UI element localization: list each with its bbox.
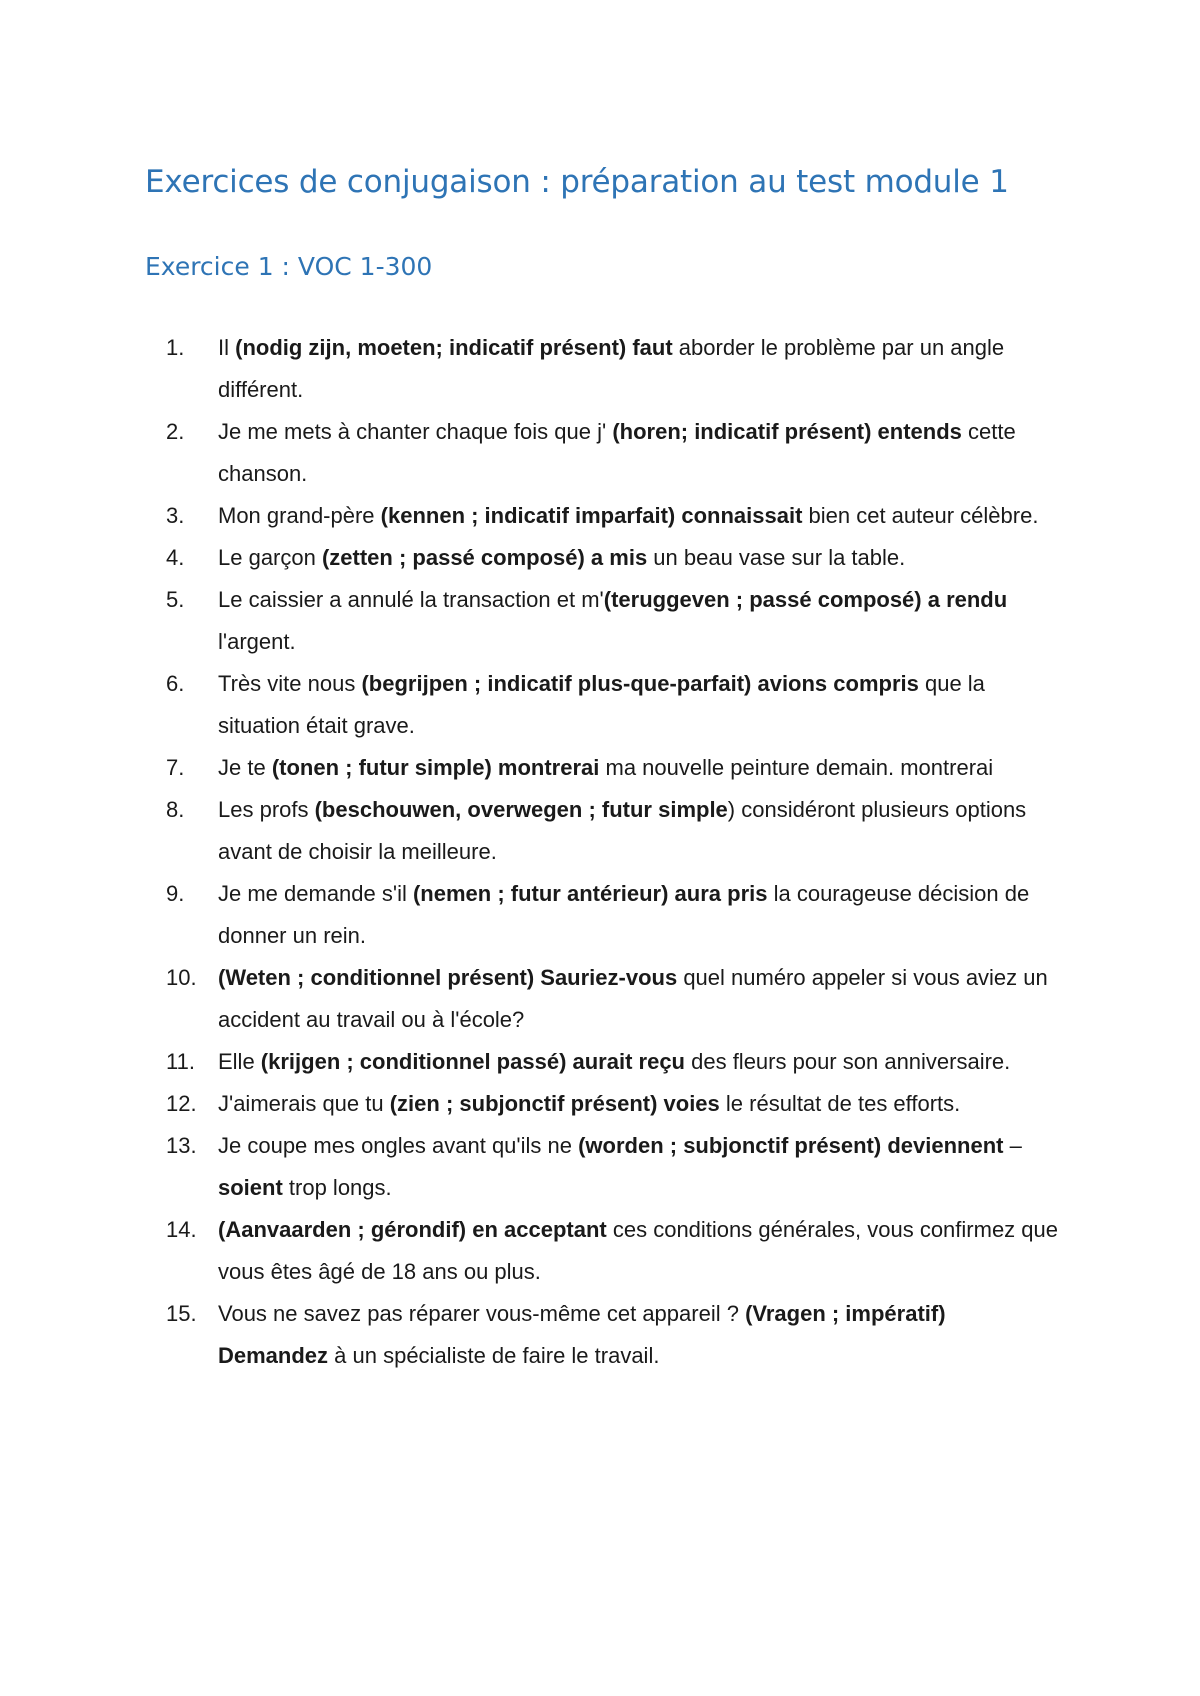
exercise-text-segment: l'argent. <box>218 629 296 654</box>
exercise-item <box>0 495 1058 537</box>
exercise-text <box>218 1125 1058 1209</box>
exercise-text <box>218 663 1058 747</box>
exercise-number: 2. <box>166 419 185 444</box>
exercise-text-segment: un beau vase sur la table. <box>647 545 906 570</box>
document-title: Exercices de conjugaison : préparation au test module 1 <box>145 164 1009 200</box>
exercise-text <box>218 873 1058 957</box>
exercise-number: 3. <box>166 503 185 528</box>
exercise-number: 15. <box>166 1301 197 1326</box>
exercise-text <box>218 495 1058 537</box>
exercise-text-segment: Vous ne savez pas réparer vous-même cet appareil ? <box>218 1301 746 1326</box>
exercise-item <box>0 1293 1058 1377</box>
exercise-item <box>0 1083 1058 1125</box>
exercise-text-segment: quel numéro appeler si vous aviez un accident au travail ou à l'école? <box>218 965 1048 1032</box>
exercise-item <box>0 579 1058 663</box>
exercise-text-segment: aborder le problème par un angle différent. <box>218 335 1005 402</box>
exercise-text-segment: des fleurs pour son anniversaire. <box>685 1049 1011 1074</box>
exercise-text <box>218 1209 1058 1293</box>
exercise-text-segment: ma nouvelle peinture demain. montrerai <box>599 755 994 780</box>
exercise-text-segment: ) considéront plusieurs options avant de choisir la meilleure. <box>218 797 1027 864</box>
exercise-text-segment: bien cet auteur célèbre. <box>802 503 1039 528</box>
exercise-number: 6. <box>166 671 185 696</box>
exercise-text <box>218 537 1058 579</box>
exercise-number: 12. <box>166 1091 197 1116</box>
exercise-text-segment: Je me demande s'il <box>218 881 413 906</box>
exercise-item <box>0 663 1058 747</box>
exercise-text <box>218 1293 1058 1377</box>
exercise-text-segment: la courageuse décision de donner un rein. <box>218 881 1030 948</box>
exercise-text-segment: à un spécialiste de faire le travail. <box>328 1343 660 1368</box>
exercise-text-segment: Elle <box>218 1049 261 1074</box>
exercise-text-segment: Les profs <box>218 797 315 822</box>
exercise-answer-bold: soient <box>218 1175 283 1200</box>
exercise-text-segment: Je coupe mes ongles avant qu'ils ne <box>218 1133 579 1158</box>
exercise-text-segment: cette chanson. <box>218 419 1016 486</box>
exercise-text-segment: Je me mets à chanter chaque fois que j' <box>218 419 613 444</box>
exercise-item <box>0 957 1058 1041</box>
exercise-answer-bold: (Aanvaarden ; gérondif) en acceptant <box>218 1217 607 1242</box>
exercise-text <box>218 1083 1058 1125</box>
exercise-number: 11. <box>166 1049 195 1074</box>
exercise-item <box>0 411 1058 495</box>
exercise-answer-bold: (horen; indicatif présent) entends <box>612 419 962 444</box>
exercise-text-segment: ces conditions générales, vous confirmez que vous êtes âgé de 18 ans ou plus. <box>218 1217 1058 1284</box>
exercise-answer-bold: (Vragen ; impératif) Demandez <box>218 1301 946 1368</box>
exercise-answer-bold: (krijgen ; conditionnel passé) aurait reçu <box>260 1049 685 1074</box>
exercise-answer-bold: (begrijpen ; indicatif plus-que-parfait) avions compris <box>361 671 919 696</box>
exercise-text-segment: Le garçon <box>218 545 322 570</box>
exercise-number: 13. <box>166 1133 197 1158</box>
exercise-answer-bold: (zien ; subjonctif présent) voies <box>389 1091 720 1116</box>
exercise-number: 9. <box>166 881 185 906</box>
exercise-answer-bold: (Weten ; conditionnel présent) Sauriez-vous <box>218 965 678 990</box>
exercise-number: 1. <box>166 335 185 360</box>
exercise-answer-bold: (zetten ; passé composé) a mis <box>321 545 648 570</box>
exercise-number: 10. <box>166 965 197 990</box>
exercise-answer-bold: (worden ; subjonctif présent) deviennent <box>578 1133 1004 1158</box>
exercise-text-segment: que la situation était grave. <box>218 671 985 738</box>
exercise-item <box>0 873 1058 957</box>
exercise-item <box>0 1209 1058 1293</box>
exercise-text-segment: le résultat de tes efforts. <box>719 1091 961 1116</box>
exercise-text-segment: – <box>1003 1133 1022 1158</box>
exercise-item <box>0 747 1058 789</box>
exercise-text <box>218 411 1058 495</box>
exercise-number: 5. <box>166 587 185 612</box>
exercise-answer-bold: (tonen ; futur simple) montrerai <box>271 755 600 780</box>
exercise-answer-bold: (nodig zijn, moeten; indicatif présent) faut <box>235 335 673 360</box>
exercise-text-segment: Je te <box>218 755 272 780</box>
exercise-text-segment: Mon grand-père <box>218 503 381 528</box>
exercise-number: 4. <box>166 545 185 570</box>
exercise-answer-bold: (teruggeven ; passé composé) a rendu <box>603 587 1008 612</box>
exercise-item <box>0 1125 1058 1209</box>
exercise-answer-bold: (nemen ; futur antérieur) aura pris <box>412 881 768 906</box>
exercise-text <box>218 957 1058 1041</box>
exercise-text <box>218 327 1058 411</box>
exercise-list <box>0 327 1200 1377</box>
exercise-answer-bold: (kennen ; indicatif imparfait) connaissait <box>380 503 803 528</box>
exercise-text-segment: J'aimerais que tu <box>218 1091 390 1116</box>
section-title: Exercice 1 : VOC 1-300 <box>145 252 433 281</box>
exercise-item <box>0 789 1058 873</box>
exercise-answer-bold: (beschouwen, overwegen ; futur simple <box>314 797 728 822</box>
exercise-item <box>0 327 1058 411</box>
exercise-text-segment: trop longs. <box>282 1175 392 1200</box>
exercise-text-segment: Il <box>218 335 236 360</box>
exercise-text <box>218 1041 1058 1083</box>
exercise-number: 14. <box>166 1217 197 1242</box>
exercise-text <box>218 789 1058 873</box>
exercise-text <box>218 747 1058 789</box>
exercise-text <box>218 579 1058 663</box>
exercise-text-segment: Le caissier a annulé la transaction et m' <box>218 587 604 612</box>
exercise-item <box>0 537 1058 579</box>
exercise-number: 8. <box>166 797 185 822</box>
exercise-item <box>0 1041 1058 1083</box>
exercise-number: 7. <box>166 755 185 780</box>
exercise-text-segment: Très vite nous <box>218 671 362 696</box>
